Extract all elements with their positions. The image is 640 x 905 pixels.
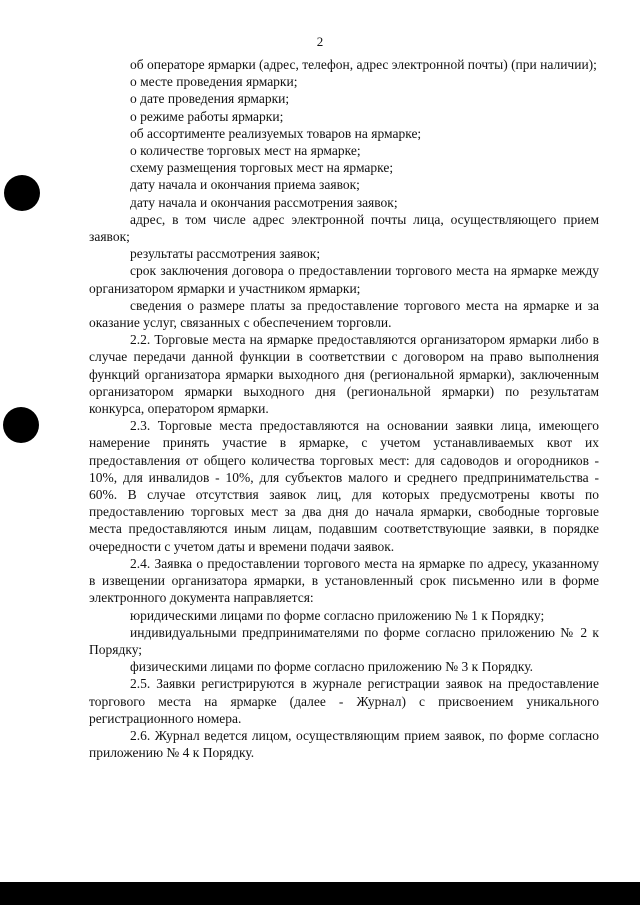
- paragraph-review-dates: дату начала и окончания рассмотрения заявок;: [130, 194, 398, 210]
- paragraph-assortment: об ассортименте реализуемых товаров на ярмарке;: [130, 125, 422, 141]
- scan-bottom-edge: [0, 882, 640, 905]
- paragraph-date: о дате проведения ярмарки;: [130, 91, 290, 107]
- section-2-4: 2.4. Заявка о предоставлении торгового места на ярмарке по адресу, указанному в извещении организатора ярмарки, в установленный срок письменно или в форме электронного документа направляется:: [89, 555, 599, 606]
- list-item-legal-entities: юридическими лицами по форме согласно приложению № 1 к Порядку;: [130, 607, 545, 623]
- document-body: [89, 56, 599, 761]
- paragraph-review-results: результаты рассмотрения заявок;: [130, 246, 321, 262]
- list-item-individuals: физическими лицами по форме согласно приложению № 3 к Порядку.: [130, 659, 534, 675]
- section-2-2: 2.2. Торговые места на ярмарке предоставляются организатором ярмарки либо в случае передачи данной функции в соответствии с договором на право выполнения функций организатора ярмарки выходного дня (региональной ярмарки), заключенным организатором ярмарки выходного дня (региональной ярмарки) по результатам конкурса, оператором ярмарки.: [89, 332, 599, 417]
- paragraph-place: о месте проведения ярмарки;: [130, 74, 298, 90]
- paragraph-work-mode: о режиме работы ярмарки;: [130, 108, 284, 124]
- paragraph-layout-scheme: схему размещения торговых мест на ярмарке;: [130, 160, 394, 176]
- punch-hole-top: [4, 175, 40, 211]
- punch-hole-middle: [3, 407, 39, 443]
- section-2-3: 2.3. Торговые места предоставляются на основании заявки лица, имеющего намерение принять участие в ярмарке, с учетом устанавливаемых квот их предоставления от общего количества торговых мест: для садоводов и огородников - 10%, для инвалидов - 10%, для субъектов малого и среднего предпринимательства - 60%. В случае отсутствия заявок лиц, для которых предусмотрены квоты по предоставлению торговых мест за два дня до начала ярмарки, свободные торговые места предоставляются иным лицам, подавшим соответствующие заявки, в порядке очередности с учетом даты и времени подачи заявок.: [89, 418, 599, 554]
- paragraph-fee-info: сведения о размере платы за предоставление торгового места на ярмарке и за оказание услуг, связанных с обеспечением торговли.: [89, 297, 599, 331]
- section-2-6: 2.6. Журнал ведется лицом, осуществляющим прием заявок, по форме согласно приложению № 4 к Порядку.: [89, 727, 599, 761]
- page-number: 2: [316, 34, 324, 49]
- paragraph-contract-term: срок заключения договора о предоставлении торгового места на ярмарке между организатором ярмарки и участником ярмарки;: [89, 263, 599, 296]
- paragraph-places-count: о количестве торговых мест на ярмарке;: [130, 143, 361, 159]
- list-item-entrepreneurs: индивидуальными предпринимателями по форме согласно приложению № 2 к Порядку;: [89, 624, 599, 657]
- paragraph-operator-info: об операторе ярмарки (адрес, телефон, адрес электронной почты) (при наличии);: [130, 57, 597, 72]
- paragraph-receiver-address: адрес, в том числе адрес электронной почты лица, осуществляющего прием заявок;: [89, 211, 599, 245]
- paragraph-application-dates: дату начала и окончания приема заявок;: [130, 177, 360, 193]
- section-2-5: 2.5. Заявки регистрируются в журнале регистрации заявок на предоставление торгового места на ярмарке (далее - Журнал) с присвоением уникального регистрационного номера.: [89, 676, 599, 726]
